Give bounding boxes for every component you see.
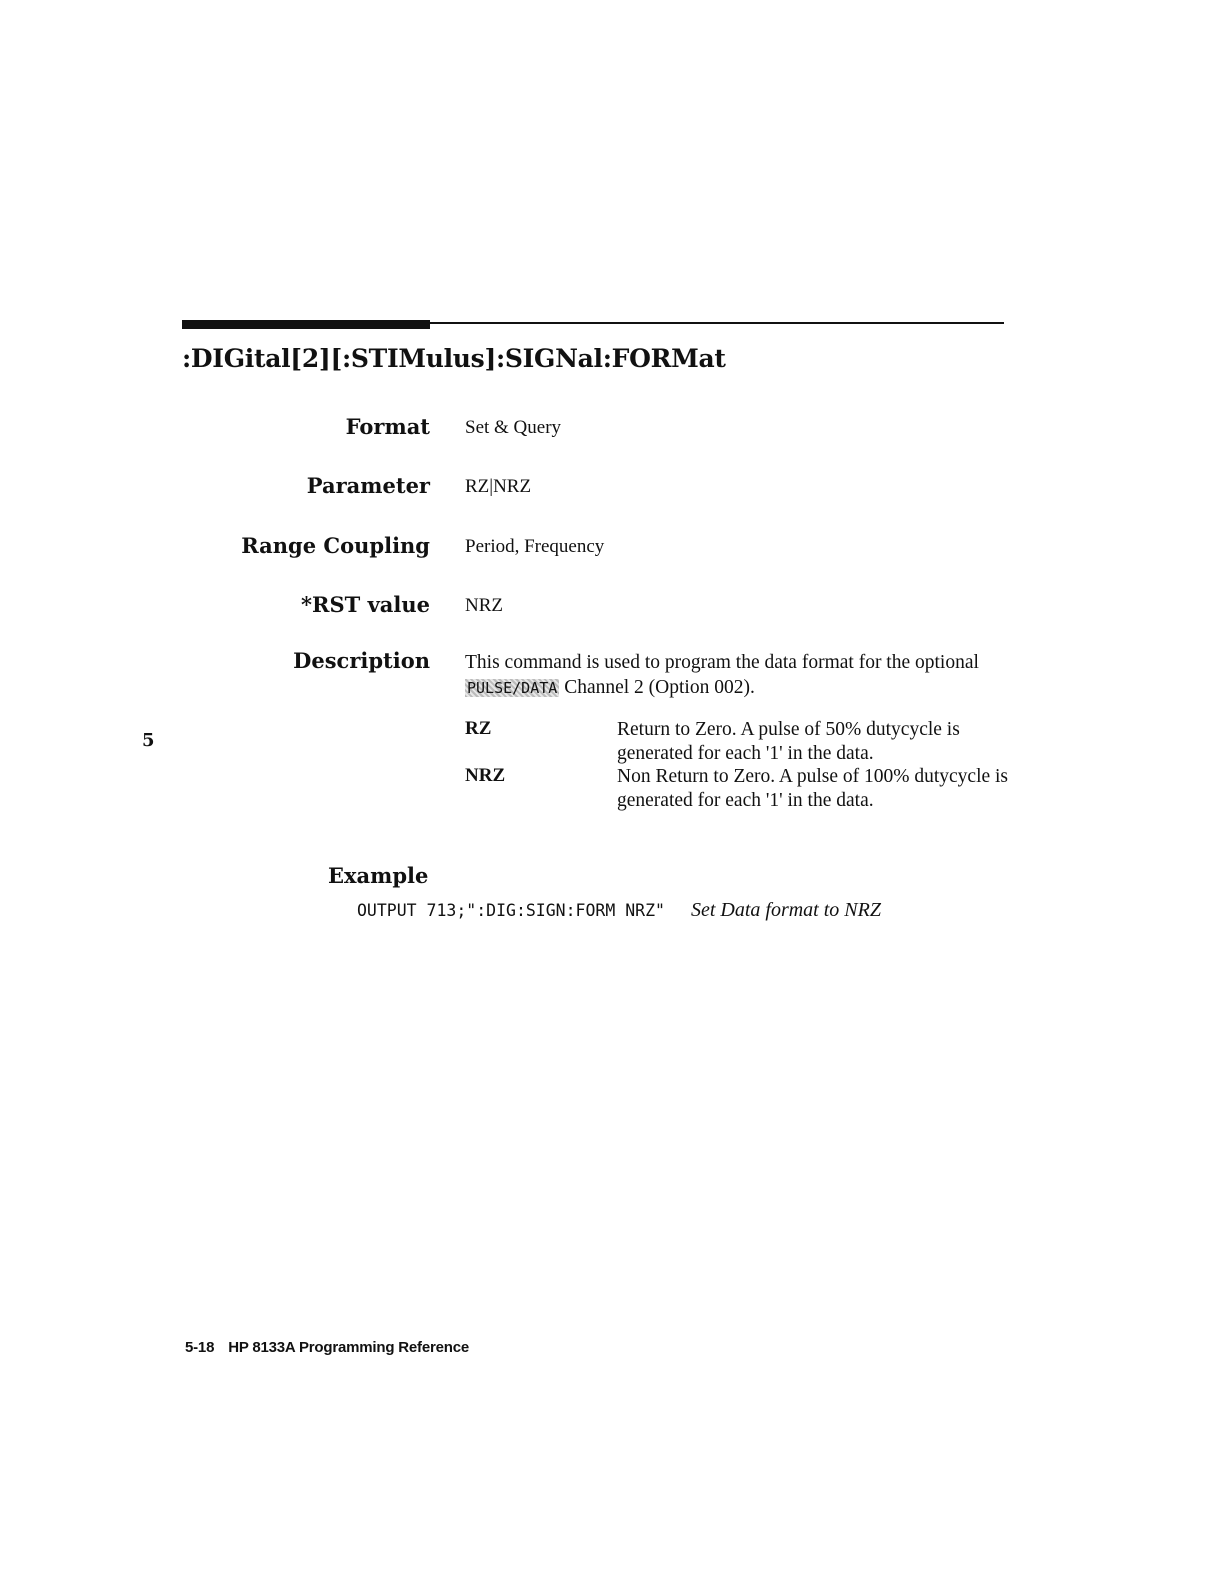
- command-title: :DIGital[2][:STIMulus]:SIGNal:FORMat: [182, 344, 726, 373]
- term-rz: RZ: [465, 718, 492, 739]
- description-text-after: Channel 2 (Option 002).: [559, 677, 755, 698]
- format-value: Set & Query: [465, 417, 562, 438]
- rst-value-label: *RST value: [301, 592, 430, 617]
- rst-value: NRZ: [465, 595, 503, 616]
- term-nrz-definition: Non Return to Zero. A pulse of 100% dutycycle is generated for each '1' in the data.: [617, 766, 1009, 811]
- header-rule-accent: [182, 320, 430, 329]
- term-nrz: NRZ: [465, 765, 506, 786]
- format-label: Format: [345, 414, 430, 439]
- chapter-marker: 5: [142, 730, 155, 751]
- description-text: [465, 650, 1010, 701]
- range-coupling-value: Period, Frequency: [465, 536, 605, 557]
- example-comment: Set Data format to NRZ: [690, 899, 881, 921]
- example-heading: Example: [328, 863, 429, 888]
- description-text-before: This command is used to program the data format for the optional: [465, 652, 979, 673]
- parameter-value: RZ|NRZ: [465, 476, 532, 497]
- term-rz-definition: Return to Zero. A pulse of 50% dutycycle is generated for each '1' in the data.: [617, 719, 960, 764]
- example-line: [357, 899, 881, 922]
- parameter-label: Parameter: [306, 473, 430, 498]
- page-footer: [185, 1339, 469, 1356]
- document-title: HP 8133A Programming Reference: [228, 1339, 470, 1356]
- example-code: OUTPUT 713;":DIG:SIGN:FORM NRZ": [357, 901, 665, 920]
- description-label: Description: [293, 648, 430, 673]
- range-coupling-label: Range Coupling: [241, 533, 430, 558]
- page-number: 5-18: [185, 1339, 215, 1356]
- pulse-data-key: PULSE/DATA: [467, 679, 558, 697]
